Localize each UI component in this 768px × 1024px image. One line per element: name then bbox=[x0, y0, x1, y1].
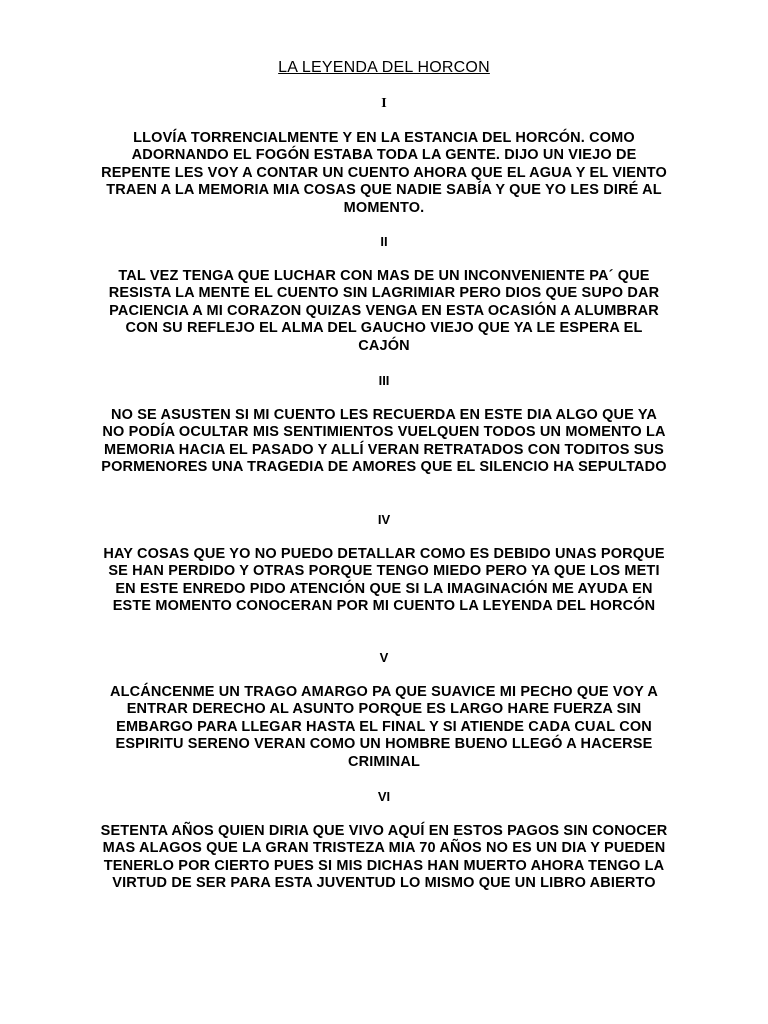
stanza-text: TAL VEZ TENGA QUE LUCHAR CON MAS DE UN INCONVENIENTE PA´ QUE RESISTA LA MENTE EL CUENTO SIN LAGRIMIAR PERO DIOS QUE SUPO DAR PACIENCIA A MI CORAZON QUIZAS VENGA EN ESTA OCASIÓN A ALUMBRAR CON SU REFLEJO EL ALMA DEL GAUCHO VIEJO QUE YA LE ESPERA EL CAJÓN bbox=[108, 268, 660, 354]
stanza-section-6 bbox=[100, 789, 668, 893]
stanza-section-2 bbox=[100, 234, 668, 355]
stanza-numeral: VI bbox=[377, 789, 391, 804]
stanza-section-5 bbox=[100, 650, 668, 771]
stanza-section-3 bbox=[100, 373, 668, 477]
stanza-text: SETENTA AÑOS QUIEN DIRIA QUE VIVO AQUÍ EN ESTOS PAGOS SIN CONOCER MAS ALAGOS QUE LA GRAN TRISTEZA MIA 70 AÑOS NO ES UN DIA Y PUEDEN TENERLO POR CIERTO PUES SI MIS DICHAS HAN MUERTO AHORA TENGO LA VIRTUD DE SER PARA ESTA JUVENTUD LO MISMO QUE UN LIBRO ABIERTO bbox=[100, 823, 668, 892]
stanza-numeral: II bbox=[380, 234, 388, 249]
stanza-text: LLOVÍA TORRENCIALMENTE Y EN LA ESTANCIA DEL HORCÓN. COMO ADORNANDO EL FOGÓN ESTABA TODA LA GENTE. DIJO UN VIEJO DE REPENTE LES VOY A CONTAR UN CUENTO AHORA QUE EL AGUA Y EL VIENTO TRAEN A LA MEMORIA MIA COSAS QUE NADIE SABÍA Y QUE YO LES DIRÉ AL MOMENTO. bbox=[101, 130, 667, 216]
stanza-numeral: V bbox=[379, 650, 389, 665]
document-title: LA LEYENDA DEL HORCON bbox=[278, 59, 490, 76]
stanza-section-4 bbox=[100, 512, 668, 616]
stanza-text: HAY COSAS QUE YO NO PUEDO DETALLAR COMO ES DEBIDO UNAS PORQUE SE HAN PERDIDO Y OTRAS PORQUE TENGO MIEDO PERO YA QUE LOS METI EN ESTE ENREDO PIDO ATENCIÓN QUE SI LA IMAGINACIÓN ME AYUDA EN ESTE MOMENTO CONOCERAN POR MI CUENTO LA LEYENDA DEL HORCÓN bbox=[103, 546, 665, 615]
stanza-text: ALCÁNCENME UN TRAGO AMARGO PA QUE SUAVICE MI PECHO QUE VOY A ENTRAR DERECHO AL ASUNTO PORQUE ES LARGO HARE FUERZA SIN EMBARGO PARA LLEGAR HASTA EL FINAL Y SI ATIENDE CADA CUAL CON ESPIRITU SERENO VERAN COMO UN HOMBRE BUENO LLEGÓ A HACERSE CRIMINAL bbox=[110, 684, 658, 770]
stanza-numeral: III bbox=[378, 373, 390, 388]
stanza-numeral: I bbox=[381, 96, 387, 111]
stanza-section-1 bbox=[100, 96, 668, 217]
stanza-text: NO SE ASUSTEN SI MI CUENTO LES RECUERDA EN ESTE DIA ALGO QUE YA NO PODÍA OCULTAR MIS SENTIMIENTOS VUELQUEN TODOS UN MOMENTO LA MEMORIA HACIA EL PASADO Y ALLÍ VERAN RETRATADOS CON TODITOS SUS PORMENORES UNA TRAGEDIA DE AMORES QUE EL SILENCIO HA SEPULTADO bbox=[101, 407, 667, 476]
stanza-numeral: IV bbox=[377, 512, 391, 527]
